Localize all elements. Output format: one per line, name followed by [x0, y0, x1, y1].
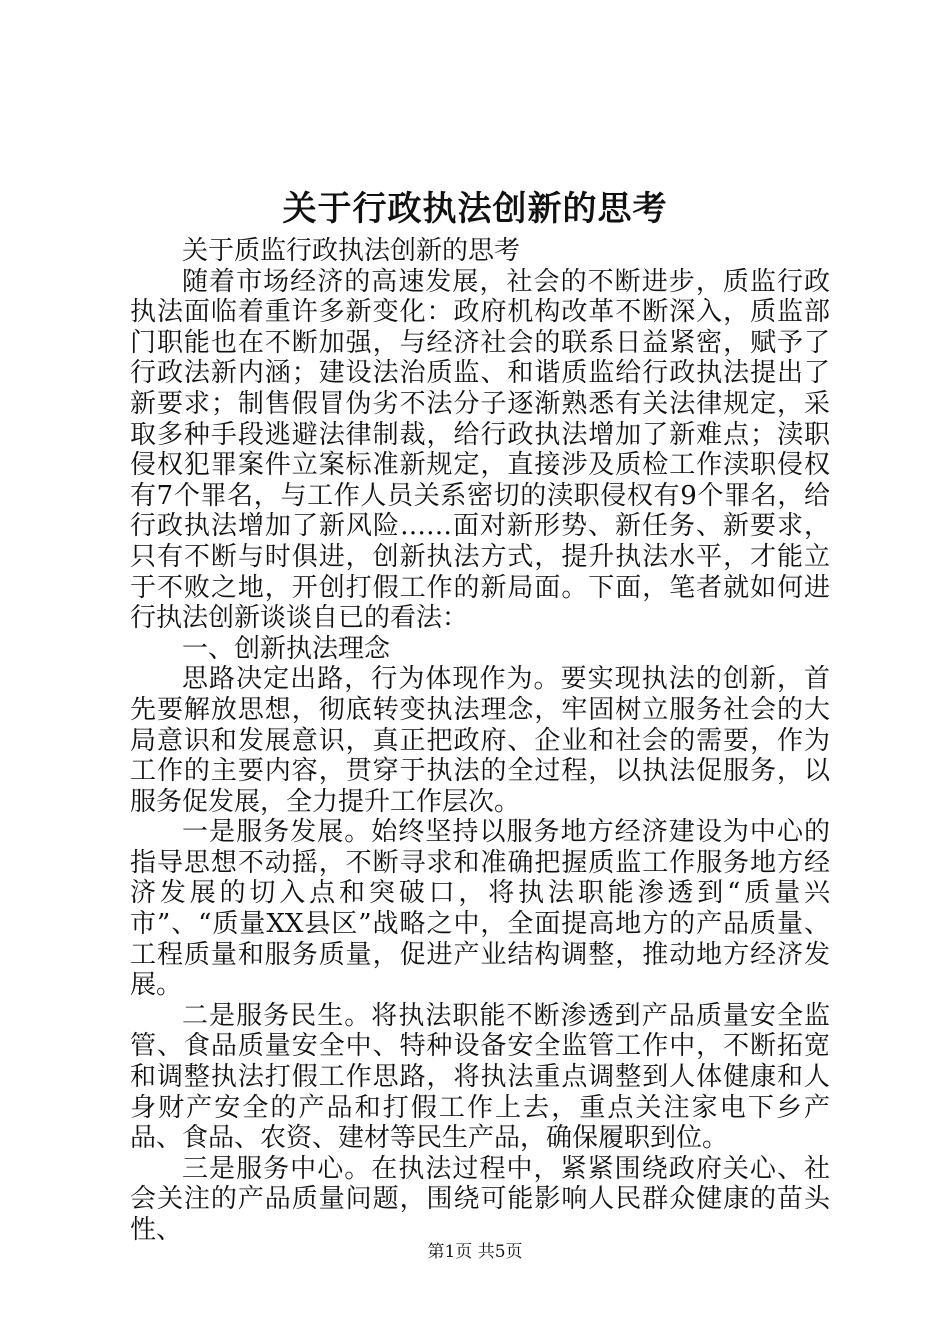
- document-title: 关于行政执法创新的思考: [282, 189, 668, 229]
- body-paragraph: 三是服务中心。在执法过程中，紧紧围绕政府关心、社会关注的产品质量问题，围绕可能影响人民群众健康的苗头性、: [130, 1153, 830, 1245]
- intro-paragraph: 随着市场经济的高速发展，社会的不断进步，质监行政执法面临着重许多新变化：政府机构改革不断深入，质监部门职能也在不断加强，与经济社会的联系日益紧密，赋予了行政法新内涵；建设法治质监、和谐质监给行政执法提出了新要求；制售假冒伪劣不法分子逐渐熟悉有关法律规定，采取多种手段逃避法律制裁，给行政执法增加了新难点；渎职侵权犯罪案件立案标准新规定，直接涉及质检工作渎职侵权有7个罪名，与工作人员关系密切的渎职侵权有9个罪名，给行政执法增加了新风险……面对新形势、新任务、新要求，只有不断与时俱进，创新执法方式，提升执法水平，才能立于不败之地，开创打假工作的新局面。下面，笔者就如何进行执法创新谈谈自已的看法：: [130, 266, 830, 634]
- body-paragraph: 二是服务民生。将执法职能不断渗透到产品质量安全监管、食品质量安全中、特种设备安全监管工作中，不断拓宽和调整执法打假工作思路，将执法重点调整到人体健康和人身财产安全的产品和打假工作上去，重点关注家电下乡产品、食品、农资、建材等民生产品，确保履职到位。: [130, 1000, 830, 1154]
- subtitle-paragraph: 关于质监行政执法创新的思考: [182, 236, 521, 266]
- section-heading: 一、创新执法理念: [182, 633, 391, 664]
- page-footer: 第1页 共5页: [427, 1242, 523, 1262]
- document-body: [130, 236, 830, 1246]
- body-paragraph: 一是服务发展。始终坚持以服务地方经济建设为中心的指导思想不动摇，不断寻求和准确把握质监工作服务地方经济发展的切入点和突破口，将执法职能渗透到“质量兴市”、“质量XX县区”战略之中，全面提高地方的产品质量、工程质量和服务质量，促进产业结构调整，推动地方经济发展。: [130, 817, 830, 1001]
- body-paragraph: 思路决定出路，行为体现作为。要实现执法的创新，首先要解放思想，彻底转变执法理念，牢固树立服务社会的大局意识和发展意识，真正把政府、企业和社会的需要，作为工作的主要内容，贯穿于执法的全过程，以执法促服务，以服务促发展，全力提升工作层次。: [130, 664, 830, 817]
